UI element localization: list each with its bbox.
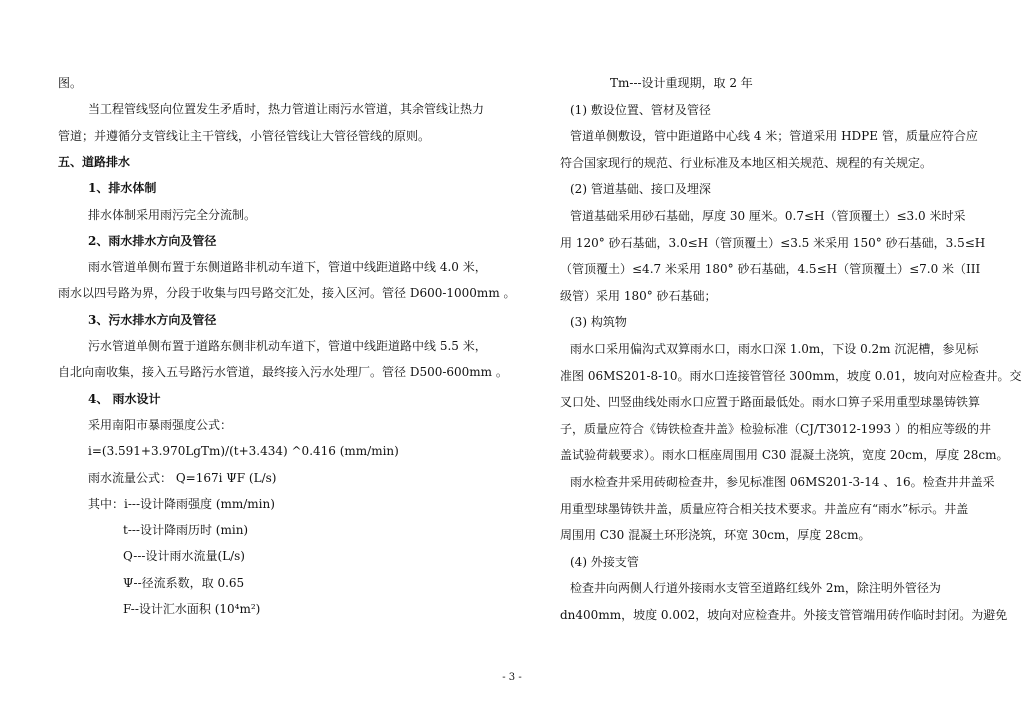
text-line: 排水体制采用雨污完全分流制。 <box>88 207 257 222</box>
text-line: 采用南阳市暴雨强度公式： <box>88 417 233 432</box>
section-heading: 3、污水排水方向及管径 <box>88 312 217 327</box>
text-line: 雨水流量公式： Q=167i ΨF (L/s) <box>88 470 277 485</box>
section-heading: 五、道路排水 <box>58 154 131 169</box>
text-line: (2) 管道基础、接口及埋深 <box>570 182 711 197</box>
text-line: 叉口处、凹竖曲线处雨水口应置于路面最低处。雨水口箅子采用重型球墨铸铁算 <box>560 395 981 410</box>
text-line: (1) 敷设位置、管材及管径 <box>570 102 711 117</box>
text-line: 其中：i---设计降雨强度 (mm/min) <box>88 496 275 511</box>
text-line: 雨水检查井采用砖砌检查井，参见标准图 06MS201-3-14 、16。检查井井盖采 <box>570 475 995 489</box>
text-line: Ψ--径流系数，取 0.65 <box>123 575 245 590</box>
text-line: (4) 外接支管 <box>570 554 639 569</box>
text-line: 子，质量应符合《铸铁检查井盖》检验标准（CJ/T3012-1993 ）的相应等级的井 <box>560 421 991 436</box>
section-heading: 1、排水体制 <box>88 181 157 196</box>
text-line: Q---设计雨水流量(L/s) <box>123 549 245 564</box>
text-line: 管道；并遵循分支管线让主干管线，小管径管线让大管径管线的原则。 <box>58 128 431 143</box>
text-line: 图。 <box>58 76 83 90</box>
section-heading: 2、雨水排水方向及管径 <box>88 233 217 248</box>
text-line: 管道基础采用砂石基础，厚度 30 厘米。0.7≤H（管顶覆土）≤3.0 米时采 <box>570 209 966 223</box>
text-line: 用 120° 砂石基础，3.0≤H（管顶覆土）≤3.5 米采用 150° 砂石基础，3.5≤H <box>560 235 986 250</box>
text-line: 盖试验荷载要求）。雨水口框座周围用 C30 混凝土浇筑，宽度 20cm，厚度 28cm。 <box>560 448 1009 463</box>
text-line: 雨水管道单侧布置于东侧道路非机动车道下，管道中线距道路中线 4.0 米， <box>88 260 487 275</box>
text-line: 管道单侧敷设，管中距道路中心线 4 米；管道采用 HDPE 管，质量应符合应 <box>570 129 978 144</box>
text-line: 符合国家现行的规范、行业标准及本地区相关规范、规程的有关规定。 <box>560 155 933 170</box>
text-line: F--设计汇水面积 (10⁴m²) <box>123 602 261 616</box>
text-line: dn400mm，坡度 0.002，坡向对应检查井。外接支管管端用砖作临时封闭。为避免 <box>560 608 1008 622</box>
text-line: 检查井向两侧人行道外接雨水支管至道路红线外 2m，除注明外管径为 <box>570 581 941 596</box>
text-line: Tm---设计重现期，取 2 年 <box>610 76 753 90</box>
text-line: 雨水口采用偏沟式双算雨水口，雨水口深 1.0m，下设 0.2m 沉泥槽，参见标 <box>570 342 979 356</box>
text-line: t---设计降雨历时 (min) <box>123 523 249 538</box>
text-line: （管顶覆土）≤4.7 米采用 180° 砂石基础，4.5≤H（管顶覆土）≤7.0 米（III <box>560 262 981 277</box>
text-line: 雨水以四号路为界，分段于收集与四号路交汇处，接入区河。管径 D600-1000mm 。 <box>58 286 516 301</box>
text-line: 用重型球墨铸铁井盖，质量应符合相关技术要求。井盖应有“雨水”标示。井盖 <box>560 501 969 516</box>
text-line: 自北向南收集，接入五号路污水管道，最终接入污水处理厂。管径 D500-600mm 。 <box>58 365 508 380</box>
text-line: i=(3.591+3.970LgTm)/(t+3.434) ^0.416 (mm/min) <box>88 444 399 459</box>
page-number: - 3 - <box>502 672 522 683</box>
text-line: 周围用 C30 混凝土环形浇筑，环宽 30cm，厚度 28cm。 <box>560 528 871 543</box>
section-heading: 4、 雨水设计 <box>88 391 161 406</box>
text-line: 当工程管线竖向位置发生矛盾时，热力管道让雨污水管道，其余管线让热力 <box>88 102 485 117</box>
text-line: 准图 06MS201-8-10。雨水口连接管管径 300mm，坡度 0.01，坡向对应检查井。交 <box>560 368 1022 383</box>
text-line: 级管）采用 180° 砂石基础； <box>560 288 717 303</box>
text-line: 污水管道单侧布置于道路东侧非机动车道下，管道中线距道路中线 5.5 米， <box>88 339 487 353</box>
text-line: (3) 构筑物 <box>570 315 627 330</box>
